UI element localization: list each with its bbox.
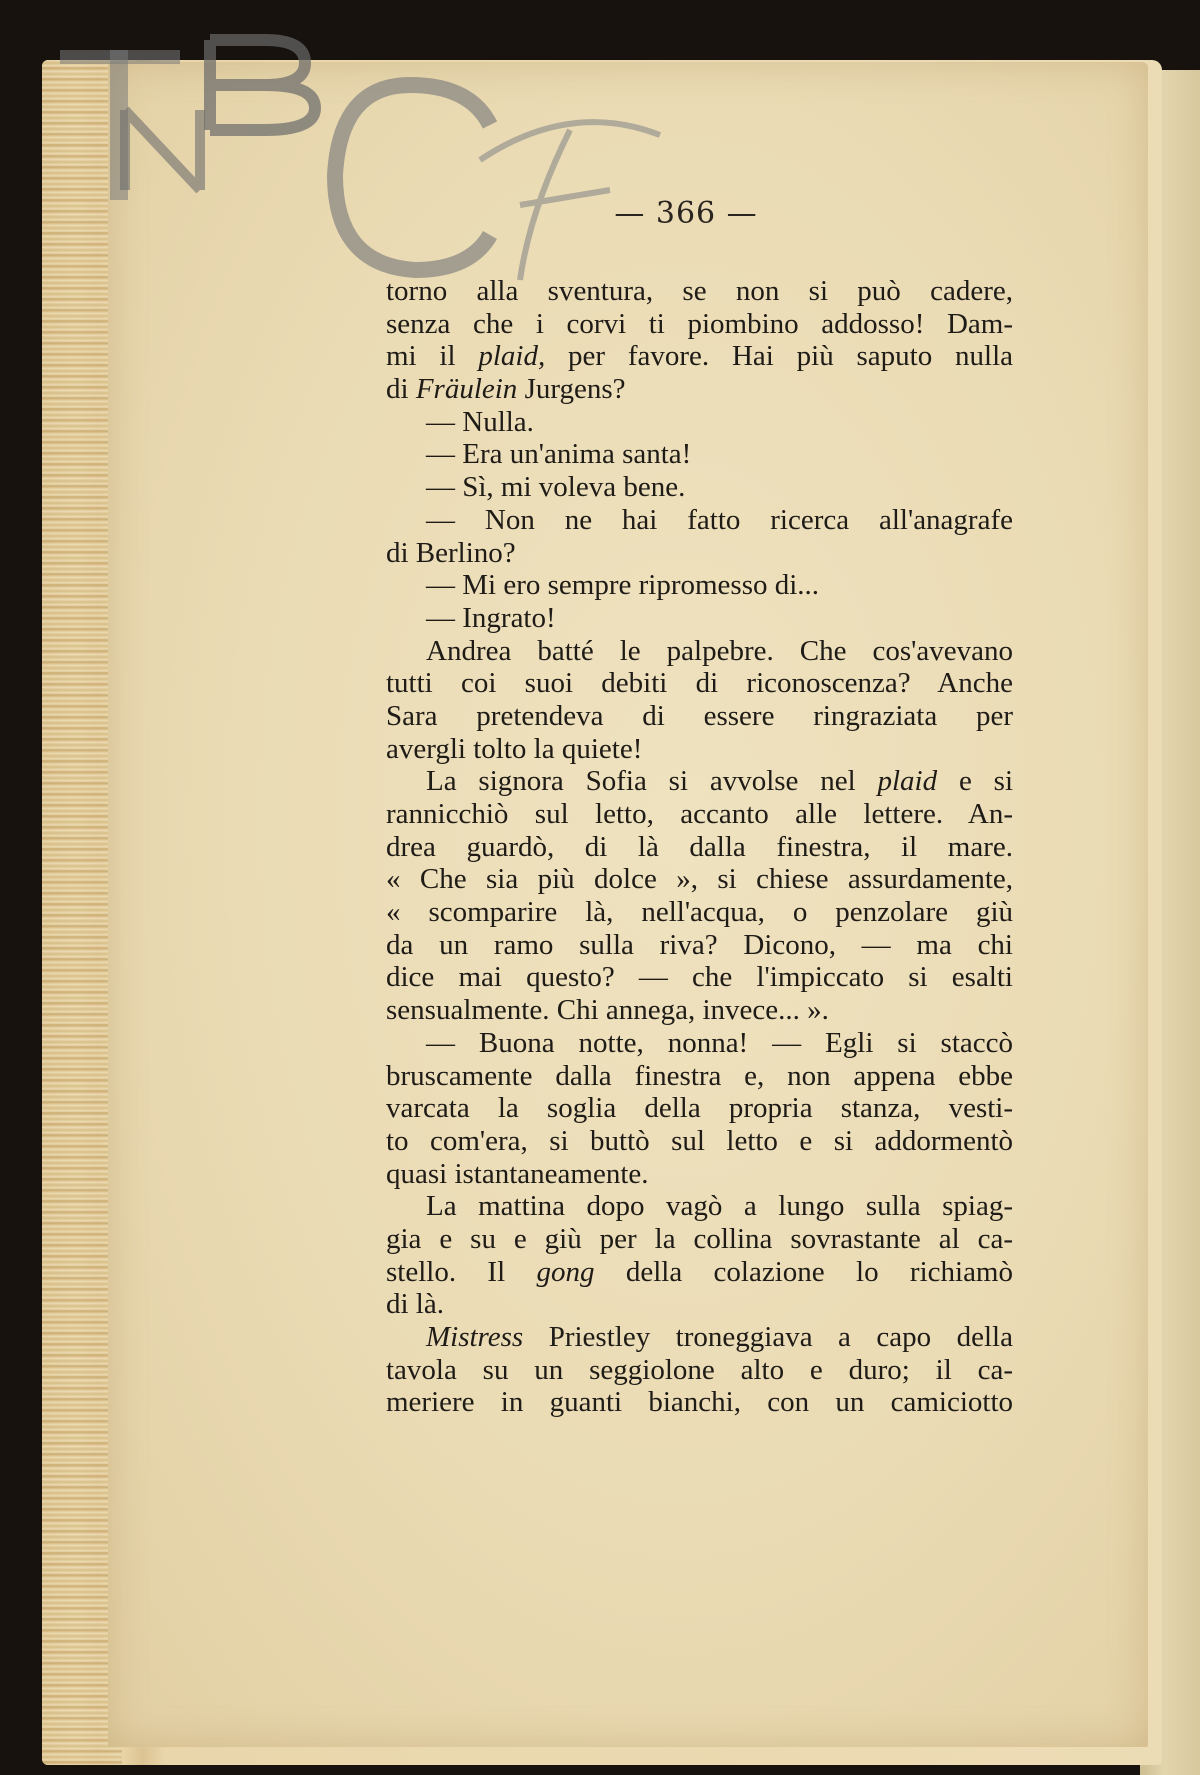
text-line: dice mai questo? — che l'impiccato si esalti [386,961,1013,994]
text-line: — Mi ero sempre ripromesso di... [426,569,820,602]
text-line [386,765,1013,798]
text-run: La signora Sofia si avvolse nel [426,765,878,798]
text-line: di Berlino? [386,536,516,569]
text-line [386,1321,1013,1354]
text-run: Priestley troneggiava a capo della [523,1321,1013,1353]
text-line: tavola su un seggiolone alto e duro; il ca- [386,1353,1013,1386]
text-line: — Era un'anima santa! [426,438,692,471]
text-line: — Ingrato! [426,601,556,634]
text-line [386,373,1013,406]
text-run: della colazione lo richiamò [594,1255,1013,1288]
text-line: « scomparire là, nell'acqua, o penzolare giù [386,896,1013,929]
text-line: da un ramo sulla riva? Dicono, — ma chi [386,928,1013,961]
text-line: sensualmente. Chi annega, invece... ». [386,994,829,1027]
text-line: — Buona notte, nonna! — Egli si staccò [426,1026,1013,1059]
text-line: drea guardò, di là dalla finestra, il mare. [386,830,1013,863]
text-line: varcata la soglia della propria stanza, vesti- [386,1092,1013,1125]
text-line: — Non ne hai fatto ricerca all'anagrafe [426,503,1013,536]
italic-run: Fräulein [415,373,518,406]
text-line: senza che i corvi ti piombino addosso! Dam- [386,307,1013,340]
text-run: stello. Il [386,1255,537,1288]
text-line: Andrea batté le palpebre. Che cos'avevano [426,634,1013,667]
text-run: mi il [386,340,479,373]
text-line [386,1256,1013,1289]
text-line: to com'era, si buttò sul letto e si addormentò [386,1124,1013,1157]
text-line: La mattina dopo vagò a lungo sulla spiag- [426,1190,1013,1223]
text-line: meriere in guanti bianchi, con un camiciotto [386,1386,1013,1419]
text-line: torno alla sventura, se non si può cadere, [386,275,1013,307]
body-text [386,275,1013,1419]
text-run: per favore. Hai più saputo nulla [545,340,1014,373]
text-line: tutti coi suoi debiti di riconoscenza? Anche [386,667,1013,700]
text-run: e si [937,765,1013,798]
italic-run: plaid [877,765,938,798]
page-number: — 366 — [614,196,758,231]
text-run: Jurgens? [517,373,626,406]
text-line: — Nulla. [426,405,534,438]
text-line: Sara pretendeva di essere ringraziata per [386,699,1013,732]
text-line: di là. [386,1288,444,1321]
text-line: avergli tolto la quiete! [386,732,643,765]
text-line [386,340,1013,373]
text-line: gia e su e giù per la collina sovrastante al ca- [386,1222,1013,1255]
text-line: rannicchiò sul letto, accanto alle lettere. An- [386,798,1013,830]
text-line: — Sì, mi voleva bene. [426,471,686,504]
text-line: bruscamente dalla finestra e, non appena ebbe [386,1059,1013,1092]
italic-run: gong [536,1255,595,1288]
italic-run: Mistress [426,1321,524,1353]
italic-run: plaid, [478,340,546,373]
text-line: « Che sia più dolce », si chiese assurdamente, [386,863,1013,896]
text-line: quasi istantaneamente. [386,1157,649,1190]
text-run: di [386,373,416,406]
